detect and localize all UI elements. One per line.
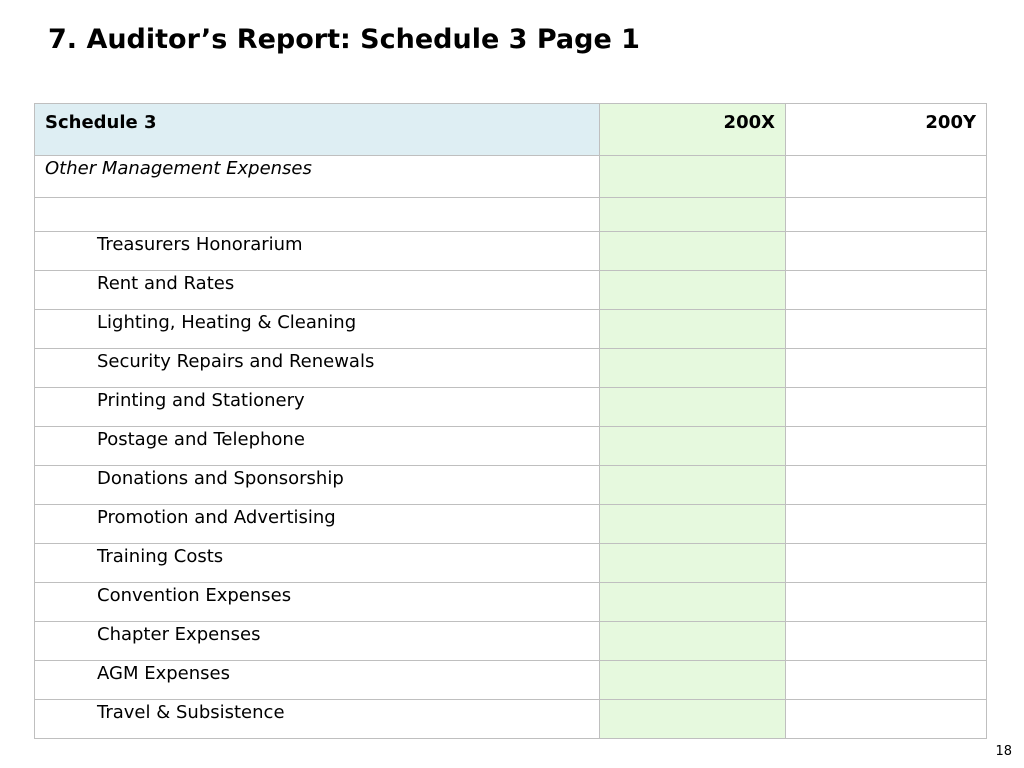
expense-label: Lighting, Heating & Cleaning — [35, 310, 600, 349]
header-row — [35, 104, 987, 156]
year-y-header: 200Y — [786, 104, 987, 156]
year-y-cell[interactable] — [786, 544, 987, 583]
schedule-table-body — [35, 104, 987, 739]
expense-label: AGM Expenses — [35, 661, 600, 700]
page-number: 18 — [995, 744, 1012, 759]
expense-row — [35, 700, 987, 739]
year-y-cell[interactable] — [786, 232, 987, 271]
year-x-cell[interactable] — [600, 271, 786, 310]
year-y-cell[interactable] — [786, 349, 987, 388]
expense-row — [35, 388, 987, 427]
year-y-cell[interactable] — [786, 388, 987, 427]
expense-label: Rent and Rates — [35, 271, 600, 310]
year-y-cell[interactable] — [786, 622, 987, 661]
expense-row — [35, 661, 987, 700]
schedule-header-label: Schedule 3 — [35, 104, 600, 156]
expense-label: Donations and Sponsorship — [35, 466, 600, 505]
expense-label: Promotion and Advertising — [35, 505, 600, 544]
expense-row — [35, 427, 987, 466]
expense-label: Printing and Stationery — [35, 388, 600, 427]
expense-row — [35, 466, 987, 505]
expense-label: Treasurers Honorarium — [35, 232, 600, 271]
year-x-cell[interactable] — [600, 388, 786, 427]
year-y-cell[interactable] — [786, 156, 987, 198]
expense-row — [35, 232, 987, 271]
year-x-cell[interactable] — [600, 661, 786, 700]
expense-row — [35, 583, 987, 622]
expense-label: Convention Expenses — [35, 583, 600, 622]
expense-label: Chapter Expenses — [35, 622, 600, 661]
year-y-cell[interactable] — [786, 661, 987, 700]
expense-row — [35, 310, 987, 349]
blank-row — [35, 198, 987, 232]
expense-row — [35, 271, 987, 310]
year-x-cell[interactable] — [600, 466, 786, 505]
expense-label: Travel & Subsistence — [35, 700, 600, 739]
section-label: Other Management Expenses — [35, 156, 600, 198]
year-x-cell[interactable] — [600, 427, 786, 466]
expense-row — [35, 349, 987, 388]
expense-row — [35, 505, 987, 544]
year-x-cell[interactable] — [600, 349, 786, 388]
year-x-cell[interactable] — [600, 310, 786, 349]
year-y-cell[interactable] — [786, 310, 987, 349]
expense-label: Postage and Telephone — [35, 427, 600, 466]
year-y-cell[interactable] — [786, 427, 987, 466]
expense-label: Training Costs — [35, 544, 600, 583]
slide-title: 7. Auditor’s Report: Schedule 3 Page 1 — [48, 24, 640, 55]
year-x-cell[interactable] — [600, 544, 786, 583]
year-y-cell[interactable] — [786, 505, 987, 544]
year-y-cell[interactable] — [786, 583, 987, 622]
schedule-table — [34, 103, 987, 739]
expense-row — [35, 622, 987, 661]
section-row — [35, 156, 987, 198]
expense-label: Security Repairs and Renewals — [35, 349, 600, 388]
year-x-cell[interactable] — [600, 700, 786, 739]
year-y-cell[interactable] — [786, 271, 987, 310]
year-x-cell[interactable] — [600, 583, 786, 622]
year-x-cell[interactable] — [600, 232, 786, 271]
expense-row — [35, 544, 987, 583]
year-x-header: 200X — [600, 104, 786, 156]
year-x-cell[interactable] — [600, 156, 786, 198]
year-y-cell[interactable] — [786, 700, 987, 739]
year-x-cell[interactable] — [600, 505, 786, 544]
blank-label-cell — [35, 198, 600, 232]
year-x-cell[interactable] — [600, 198, 786, 232]
year-y-cell[interactable] — [786, 466, 987, 505]
year-y-cell[interactable] — [786, 198, 987, 232]
year-x-cell[interactable] — [600, 622, 786, 661]
